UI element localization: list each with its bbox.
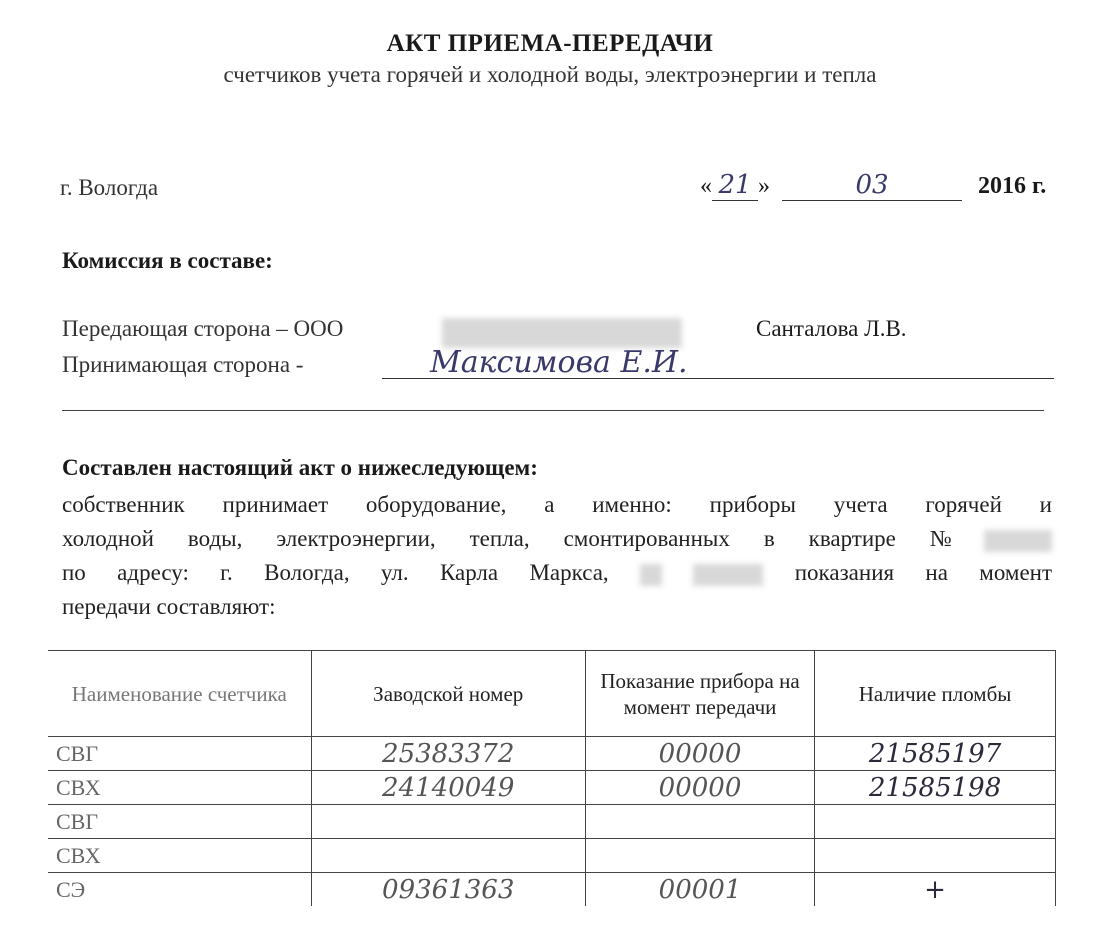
meter-serial: 09361363 bbox=[311, 873, 585, 907]
body-line-4: передачи составляют: bbox=[62, 594, 276, 619]
redacted-apartment-number bbox=[984, 530, 1052, 552]
meter-reading: 00000 bbox=[585, 737, 814, 771]
meter-seal: 21585197 bbox=[815, 737, 1056, 771]
document-title: АКТ ПРИЕМА-ПЕРЕДАЧИ bbox=[386, 30, 714, 57]
header-reading: Показание прибора на момент передачи bbox=[585, 651, 814, 737]
body-line-1: собственник принимает оборудование, а именно: приборы учета горячей и bbox=[62, 492, 1052, 517]
receiving-party-label: Принимающая сторона - bbox=[62, 352, 304, 377]
meter-name: СВХ bbox=[48, 771, 311, 805]
redacted-company-name bbox=[442, 318, 682, 348]
meter-name: СВХ bbox=[48, 839, 311, 873]
city: г. Вологда bbox=[60, 175, 159, 200]
body-line-3 bbox=[62, 556, 1052, 590]
body-line-3-a: по адресу: г. Вологда, ул. Карла Маркса, bbox=[62, 560, 609, 585]
redacted-house-prefix bbox=[640, 564, 662, 586]
table-row bbox=[48, 805, 1056, 839]
body-line-2-text: холодной воды, электроэнергии, тепла, смонтированных в квартире № bbox=[62, 526, 980, 551]
table-row bbox=[48, 873, 1056, 907]
date bbox=[700, 170, 1046, 201]
body-heading: Составлен настоящий акт о нижеследующем: bbox=[62, 455, 538, 480]
open-quote: « bbox=[700, 173, 712, 199]
table-row bbox=[48, 771, 1056, 805]
date-year: 2016 г. bbox=[978, 173, 1047, 199]
header-meter-name: Наименование счетчика bbox=[48, 651, 311, 737]
divider-line bbox=[62, 410, 1044, 411]
commission-heading: Комиссия в составе: bbox=[62, 248, 273, 273]
close-quote: » bbox=[758, 173, 770, 199]
meter-serial: 24140049 bbox=[311, 771, 585, 805]
meter-name: СЭ bbox=[48, 873, 311, 907]
table-header-row bbox=[48, 651, 1056, 737]
meter-name: СВГ bbox=[48, 805, 311, 839]
date-month: 03 bbox=[782, 170, 962, 201]
meter-reading: 00000 bbox=[585, 771, 814, 805]
receiving-party-signature: Максимова Е.И. bbox=[430, 345, 688, 380]
meter-reading bbox=[585, 839, 814, 873]
document-subtitle: счетчиков учета горячей и холодной воды, электроэнергии и тепла bbox=[223, 62, 877, 87]
meter-seal: + bbox=[815, 873, 1056, 907]
meter-seal: 21585198 bbox=[815, 771, 1056, 805]
body-line-3-b: показания на момент bbox=[794, 560, 1053, 585]
redacted-house-number bbox=[693, 564, 763, 586]
table-row bbox=[48, 839, 1056, 873]
body-paragraph bbox=[62, 488, 1052, 624]
meter-name: СВГ bbox=[48, 737, 311, 771]
table-row bbox=[48, 737, 1056, 771]
meter-reading bbox=[585, 805, 814, 839]
meters-table bbox=[48, 650, 1056, 906]
meter-seal bbox=[815, 839, 1056, 873]
meter-serial: 25383372 bbox=[311, 737, 585, 771]
meter-seal bbox=[815, 805, 1056, 839]
header-seal: Наличие пломбы bbox=[815, 651, 1056, 737]
meter-serial bbox=[311, 839, 585, 873]
meter-reading: 00001 bbox=[585, 873, 814, 907]
body-line-2 bbox=[62, 522, 1052, 556]
header-serial-number: Заводской номер bbox=[311, 651, 585, 737]
transferring-party-person: Санталова Л.В. bbox=[756, 316, 907, 341]
date-day: 21 bbox=[712, 170, 758, 201]
meter-serial bbox=[311, 805, 585, 839]
transferring-party-label: Передающая сторона – ООО bbox=[62, 316, 344, 341]
